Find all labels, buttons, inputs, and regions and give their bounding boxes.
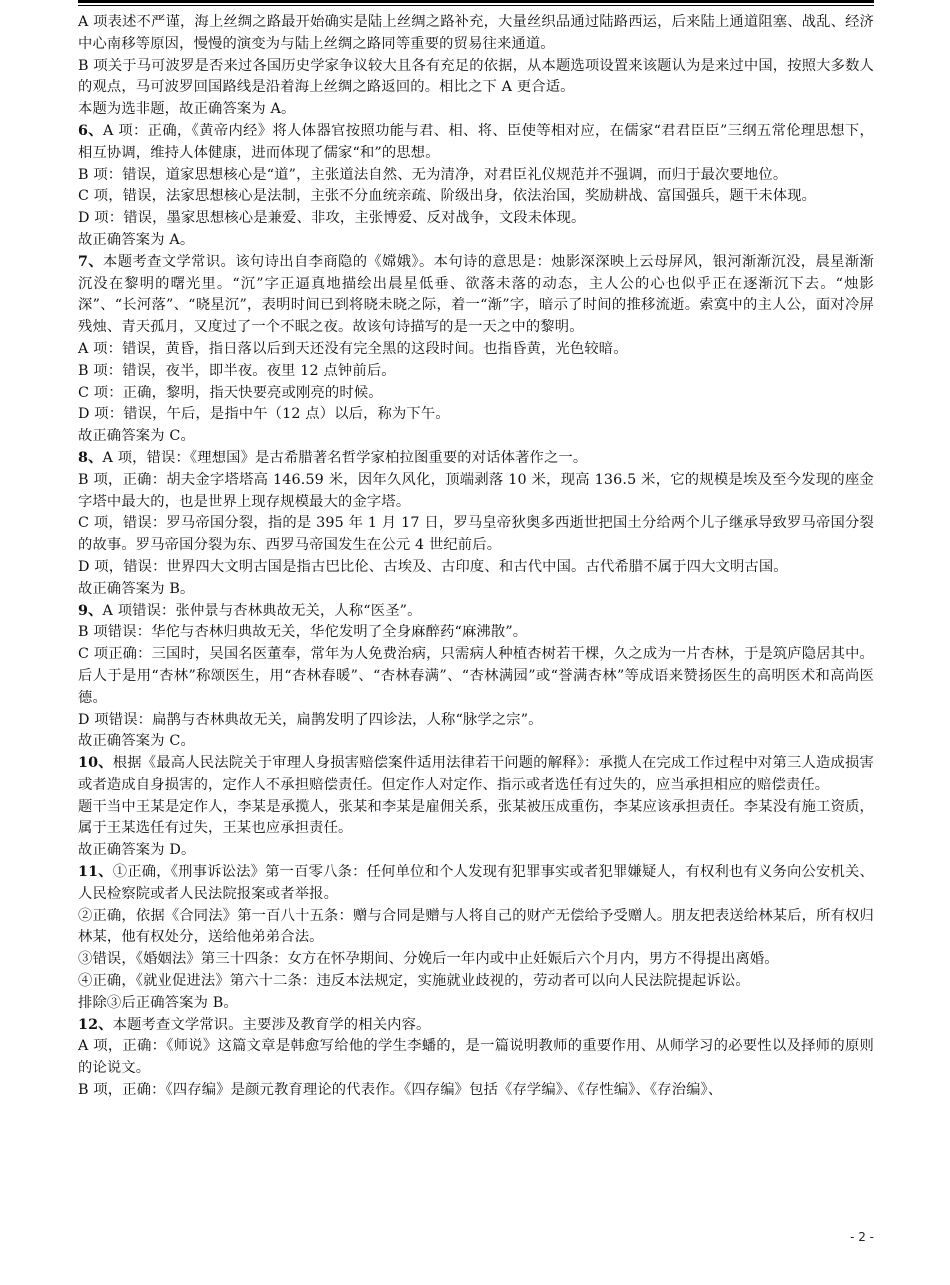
- paragraph-text: ③错误，《婚姻法》第三十四条：女方在怀孕期间、分娩后一年内或中止妊娠后六个月内，男方不得提出离婚。: [78, 951, 779, 968]
- question-number: 10、: [78, 755, 113, 772]
- paragraph-text: 本题为选非题，故正确答案为 A。: [78, 101, 296, 118]
- paragraph: [78, 426, 874, 448]
- paragraph-text: 本题考查文学常识。主要涉及教育学的相关内容。: [112, 1016, 431, 1033]
- paragraph-text: B 项：错误，道家思想核心是“道”，主张道法自然、无为清净，对君臣礼仪规范并不强调，而归于最次要地位。: [78, 166, 788, 183]
- paragraph: [78, 993, 874, 1015]
- paragraph-text: A 项，正确：《师说》这篇文章是韩愈写给他的学生李蟠的，是一篇说明教师的重要作用、从师学习的必要性以及择师的原则的论说文。: [78, 1038, 874, 1077]
- paragraph-text: A 项错误：张仲景与杏林典故无关，人称“医圣”。: [102, 602, 422, 619]
- question-number: 7、: [78, 253, 104, 270]
- paragraph-text: B 项关于马可波罗是否来过各国历史学家争议较大且各有充足的依据，从本题选项设置来该题认为是来过中国，按照大多数人的观点，马可波罗回国路线是沿着海上丝绸之路返回的。相比之下 A 更合适。: [78, 57, 874, 96]
- paragraph-text: D 项：错误，午后，是指中午（12 点）以后，称为下午。: [78, 406, 450, 423]
- question-number: 11、: [78, 864, 113, 881]
- question-number: 8、: [78, 449, 103, 466]
- paragraph: [78, 949, 874, 971]
- paragraph-text: D 项：错误，墨家思想核心是兼爱、非攻，主张博爱、反对战争，文段未体现。: [78, 210, 586, 227]
- paragraph-text: ②正确，依据《合同法》第一百八十五条：赠与合同是赠与人将自己的财产无偿给予受赠人。朋友把表送给林某后，所有权归林某，他有权处分，送给他弟弟合法。: [78, 907, 874, 946]
- paragraph: [78, 797, 874, 841]
- page-number: - 2 -: [850, 1230, 874, 1244]
- paragraph: [78, 12, 874, 56]
- paragraph-text: 根据《最高人民法院关于审理人身损害赔偿案件适用法律若干问题的解释》：承揽人在完成工作过程中对第三人造成损害或者造成自身损害的，定作人不承担赔偿责任。但定作人对定作、指示或者选任有过失的，应当承担相应的赔偿责任。: [78, 755, 874, 793]
- paragraph: [78, 601, 874, 623]
- paragraph: [78, 208, 874, 230]
- question-number: 6、: [78, 122, 103, 139]
- paragraph: [78, 252, 874, 339]
- paragraph-text: A 项表述不严谨，海上丝绸之路最开始确实是陆上丝绸之路补充，大量丝织品通过陆路西运，后来陆上通道阻塞、战乱、经济中心南移等原因，慢慢的演变为与陆上丝绸之路同等重要的贸易往来通道。: [78, 14, 874, 52]
- paragraph: [78, 753, 874, 797]
- paragraph-text: C 项，错误：罗马帝国分裂，指的是 395 年 1 月 17 日，罗马皇帝狄奥多西逝世把国土分给两个儿子继承导致罗马帝国分裂的故事。罗马帝国分裂为东、西罗马帝国发生在公元 4 世纪前后。: [78, 515, 874, 554]
- paragraph: [78, 644, 874, 709]
- paragraph: [78, 622, 874, 644]
- paragraph-text: ④正确，《就业促进法》第六十二条：违反本法规定，实施就业歧视的，劳动者可以向人民法院提起诉讼。: [78, 973, 750, 990]
- header-rule-thin: [78, 5, 874, 6]
- paragraph-text: 故正确答案为 C。: [78, 733, 195, 750]
- paragraph: [78, 557, 874, 579]
- paragraph: [78, 230, 874, 252]
- paragraph-text: 题干当中王某是定作人，李某是承揽人，张某和李某是雇佣关系，张某被压成重伤，李某应该承担责任。李某没有施工资质，属于王某选任有过失，王某也应承担责任。: [78, 798, 874, 837]
- paragraph-text: 故正确答案为 D。: [78, 842, 196, 859]
- paragraph: [78, 579, 874, 601]
- question-number: 12、: [78, 1016, 113, 1033]
- paragraph-text: D 项错误：扁鹊与杏林典故无关，扁鹊发明了四诊法，人称“脉学之宗”。: [78, 711, 543, 728]
- paragraph: [78, 1080, 874, 1102]
- paragraph-text: A 项：错误，黄昏，指日落以后到天还没有完全黑的这段时间。也指昏黄，光色较暗。: [78, 340, 628, 357]
- paragraph: [78, 186, 874, 208]
- paragraph: [78, 971, 874, 993]
- paragraph: [78, 121, 874, 165]
- paragraph: [78, 862, 874, 906]
- paragraph: [78, 165, 874, 187]
- question-number: 9、: [78, 602, 103, 619]
- paragraph-text: 故正确答案为 C。: [78, 428, 195, 445]
- paragraph: [78, 731, 874, 753]
- header-rule-thick: [78, 0, 874, 3]
- paragraph: [78, 513, 874, 557]
- paragraph-text: C 项正确：三国时，吴国名医董奉，常年为人免费治病，只需病人种植杏树若干棵，久之成为一片杏林，于是筑庐隐居其中。后人于是用“杏林”称颂医生，用“杏林春暖”、“杏林春满”、“杏林满园”或“誉满杏林”等成语来赞扬医生的高明医术和高尚医德。: [78, 646, 874, 706]
- paragraph-text: B 项：错误，夜半，即半夜。夜里 12 点钟前后。: [78, 362, 396, 379]
- paragraph-text: 排除③后正确答案为 B。: [78, 994, 238, 1011]
- paragraph-text: C 项：正确，黎明，指天快要亮或刚亮的时候。: [78, 384, 383, 401]
- paragraph: [78, 56, 874, 100]
- paragraph-text: 故正确答案为 A。: [78, 231, 195, 248]
- paragraph-text: 故正确答案为 B。: [78, 580, 195, 597]
- document-body: [78, 12, 874, 1102]
- paragraph: [78, 840, 874, 862]
- paragraph: [78, 339, 874, 361]
- paragraph-text: B 项，正确：《四存编》是颜元教育理论的代表作。《四存编》包括《存学编》、《存性编》、《存治编》、: [78, 1082, 723, 1099]
- paragraph-text: B 项，正确：胡夫金字塔塔高 146.59 米，因年久风化，顶端剥落 10 米，现高 136.5 米，它的规模是埃及至今发现的座金字塔中最大的，也是世界上现存规模最大的金字塔。: [78, 471, 874, 510]
- paragraph: [78, 710, 874, 732]
- paragraph-text: 本题考查文学常识。该句诗出自李商隐的《嫦娥》。本句诗的意思是：烛影深深映上云母屏风，银河渐渐沉没，晨星渐渐沉没在黎明的曙光里。“沉”字正逼真地描绘出晨星低垂、欲落未落的动态，主人公的心也似乎正在逐渐沉下去。“烛影深”、“长河落”、“晓星沉”，表明时间已到将晓未晓之际，着一“渐”字，暗示了时间的推移流逝。索寞中的主人公，面对冷屏残烛、青天孤月，又度过了一个不眠之夜。故该句诗描写的是一天之中的黎明。: [78, 253, 875, 336]
- paragraph: [78, 1015, 874, 1037]
- paragraph: [78, 361, 874, 383]
- paragraph: [78, 906, 874, 950]
- paragraph: [78, 383, 874, 405]
- paragraph: [78, 404, 874, 426]
- paragraph-text: D 项，错误：世界四大文明古国是指古巴比伦、古埃及、古印度、和古代中国。古代希腊不属于四大文明古国。: [78, 558, 788, 575]
- paragraph-text: B 项错误：华佗与杏林归典故无关，华佗发明了全身麻醉药“麻沸散”。: [78, 624, 528, 641]
- paragraph-text: C 项，错误，法家思想核心是法制，主张不分血统亲疏、阶级出身，依法治国，奖励耕战、富国强兵，题干未体现。: [78, 188, 817, 205]
- paragraph: [78, 470, 874, 514]
- paragraph: [78, 99, 874, 121]
- paragraph: [78, 448, 874, 470]
- paragraph-text: ①正确，《刑事诉讼法》第一百零八条：任何单位和个人发现有犯罪事实或者犯罪嫌疑人，有权利也有义务向公安机关、人民检察院或者人民法院报案或者举报。: [78, 864, 874, 902]
- paragraph: [78, 1036, 874, 1080]
- paragraph-text: A 项：正确，《黄帝内经》将人体器官按照功能与君、相、将、臣使等相对应，在儒家“君君臣臣”三纲五常伦理思想下，相互协调，维持人体健康，进而体现了儒家“和”的思想。: [78, 122, 874, 161]
- paragraph-text: A 项，错误：《理想国》是古希腊著名哲学家柏拉图重要的对话体著作之一。: [102, 449, 588, 466]
